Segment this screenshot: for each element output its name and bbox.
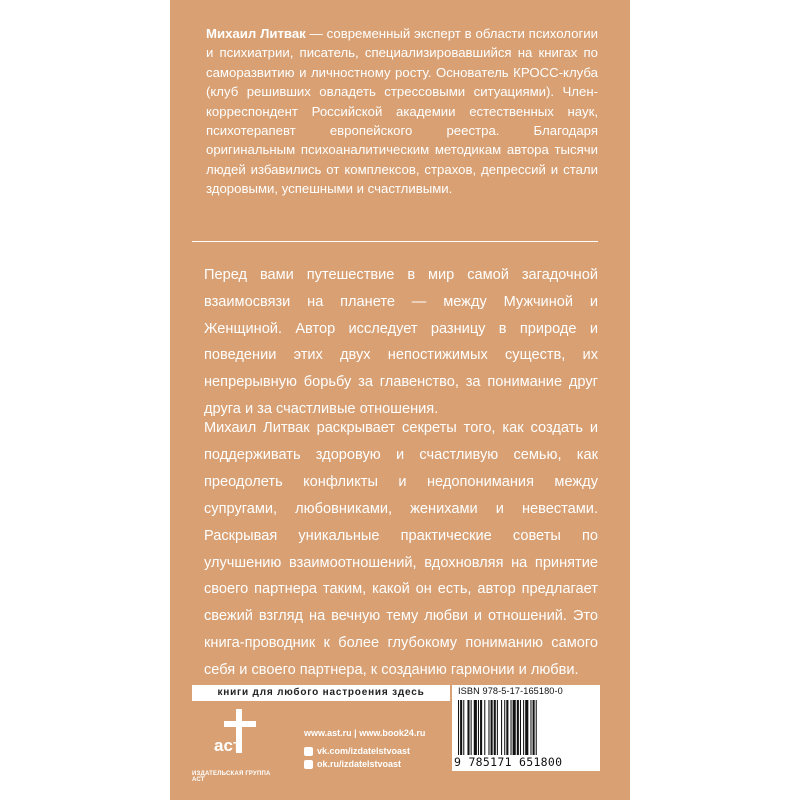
tagline-strip: книги для любого настроения здесь	[192, 685, 450, 701]
description-paragraph-1: Перед вами путешествие в мир самой загадочной взаимосвязи на планете — между Мужчиной и Женщиной. Автор исследует разницу в природе и поведении этих двух непостижимых существ, их непрерывную борьбу за главенство, за понимание друг друга и за счастливые отношения.	[204, 267, 598, 417]
isbn-text: ISBN 978-5-17-165180-0	[458, 686, 563, 696]
ast-logo-icon	[206, 707, 266, 769]
description-paragraph-2: Михаил Литвак раскрывает секреты того, как создать и поддерживать здоровую и счастливую семью, как преодолеть конфликты и недопонимания между супругами, любовниками, женихами и невестами. Раскрывая уникальные практические советы по улучшению взаимоотношений, вдохновляя на принятие своего партнера таким, какой он есть, автор предлагает свежий взгляд на вечную тему любви и отношений. Это книга-проводник к более глубокому пониманию самого себя и своего партнера, к созданию гармонии и любви.	[204, 420, 598, 679]
ok-link-text: ok.ru/izdatelstvoast	[317, 759, 402, 769]
ok-icon	[304, 760, 313, 769]
vk-link[interactable]	[304, 746, 410, 756]
author-name: Михаил Литвак	[206, 26, 306, 41]
author-bio-text: — современный эксперт в области психологии и психиатрии, писатель, специализировавшийся на книгах по саморазвитию и личностному росту. Основатель КРОСС-клуба (клуб решивших овладеть стрессовыми ситуациями). Член-корреспондент Российской академии естественных наук, психотерапевт европейского реестра. Благодаря оригинальным психоаналитическим методикам автора тысячи людей избавились от комплексов, страхов, депрессий и стали здоровыми, успешными и счастливыми.	[206, 26, 598, 197]
vk-icon	[304, 747, 313, 756]
ok-link[interactable]	[304, 759, 401, 769]
logo-text: аст	[214, 736, 242, 755]
barcode-digits: 9 785171 651800	[454, 755, 563, 769]
vk-link-text: vk.com/izdatelstvoast	[317, 746, 411, 756]
publisher-websites[interactable]: www.ast.ru | www.book24.ru	[304, 728, 426, 738]
divider	[192, 241, 598, 242]
barcode-icon	[458, 700, 593, 755]
publisher-imprint: ИЗДАТЕЛЬСКАЯ ГРУППА АСТ	[192, 771, 271, 783]
author-bio	[206, 24, 598, 199]
